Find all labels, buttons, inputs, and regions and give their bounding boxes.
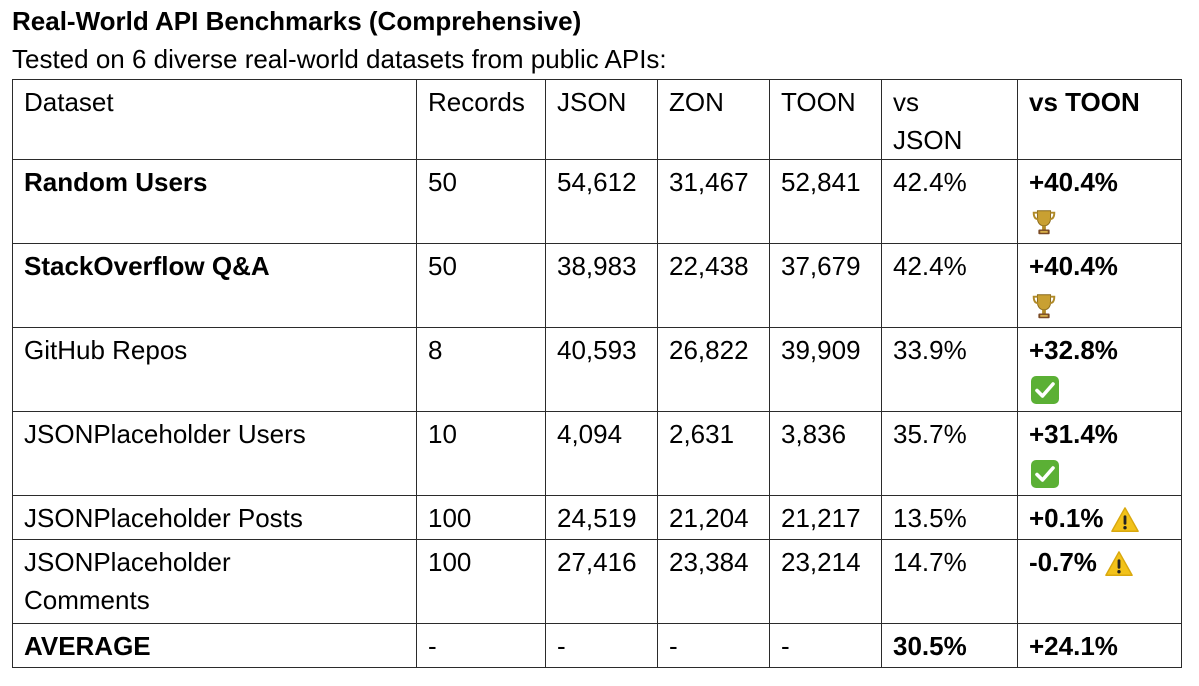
- cell-toon: 52,841: [770, 160, 882, 244]
- cell-zon: 2,631: [658, 412, 770, 496]
- cell-records: 10: [417, 412, 546, 496]
- check-mark-icon: [1029, 374, 1061, 406]
- header-zon: ZON: [658, 80, 770, 160]
- vs-toon-value: +32.8%: [1029, 335, 1118, 365]
- cell-json: 24,519: [546, 496, 658, 540]
- table-header-row: [13, 80, 1182, 160]
- cell-dataset: JSONPlaceholder Posts: [13, 496, 417, 540]
- cell-vs-toon: [1018, 540, 1182, 624]
- header-dataset: Dataset: [13, 80, 417, 160]
- cell-zon: 22,438: [658, 244, 770, 328]
- cell-records: -: [417, 624, 546, 668]
- cell-dataset: JSONPlaceholder Users: [13, 412, 417, 496]
- table-row: [13, 160, 1182, 244]
- cell-records: 50: [417, 160, 546, 244]
- table-row: [13, 496, 1182, 540]
- table-row: [13, 328, 1182, 412]
- cell-records: 8: [417, 328, 546, 412]
- cell-toon: 21,217: [770, 496, 882, 540]
- table-row: [13, 412, 1182, 496]
- benchmark-table: [12, 79, 1182, 668]
- cell-vs-json: 42.4%: [882, 160, 1018, 244]
- warning-icon: [1103, 549, 1135, 579]
- cell-toon: 23,214: [770, 540, 882, 624]
- header-vs-json-line1: vs: [893, 87, 919, 117]
- cell-records: 50: [417, 244, 546, 328]
- vs-toon-value: -0.7%: [1029, 547, 1097, 577]
- vs-toon-value: +31.4%: [1029, 419, 1118, 449]
- page-heading: Real-World API Benchmarks (Comprehensive): [12, 6, 582, 36]
- cell-zon: -: [658, 624, 770, 668]
- warning-icon: [1109, 505, 1141, 535]
- cell-toon: 37,679: [770, 244, 882, 328]
- trophy-icon: [1029, 206, 1059, 238]
- cell-records: 100: [417, 540, 546, 624]
- check-mark-icon: [1029, 458, 1061, 490]
- cell-zon: 26,822: [658, 328, 770, 412]
- header-toon: TOON: [770, 80, 882, 160]
- cell-vs-toon: [1018, 328, 1182, 412]
- cell-vs-json: 42.4%: [882, 244, 1018, 328]
- cell-vs-json: 35.7%: [882, 412, 1018, 496]
- cell-zon: 23,384: [658, 540, 770, 624]
- header-vs-json: [882, 80, 1018, 160]
- page-subtitle: Tested on 6 diverse real-world datasets from public APIs:: [12, 44, 667, 74]
- cell-dataset: GitHub Repos: [13, 328, 417, 412]
- header-vs-toon: vs TOON: [1018, 80, 1182, 160]
- trophy-icon: [1029, 290, 1059, 322]
- vs-toon-value: +40.4%: [1029, 251, 1118, 281]
- cell-json: 38,983: [546, 244, 658, 328]
- cell-dataset: StackOverflow Q&A: [13, 244, 417, 328]
- cell-vs-toon: [1018, 244, 1182, 328]
- cell-json: 27,416: [546, 540, 658, 624]
- cell-dataset: AVERAGE: [13, 624, 417, 668]
- vs-toon-value: +40.4%: [1029, 167, 1118, 197]
- cell-dataset: Random Users: [13, 160, 417, 244]
- table-row: [13, 244, 1182, 328]
- cell-dataset: JSONPlaceholder Comments: [13, 540, 417, 624]
- cell-vs-json: 14.7%: [882, 540, 1018, 624]
- cell-json: 54,612: [546, 160, 658, 244]
- table-average-row: [13, 624, 1182, 668]
- header-records: Records: [417, 80, 546, 160]
- cell-toon: -: [770, 624, 882, 668]
- cell-zon: 21,204: [658, 496, 770, 540]
- cell-vs-toon: [1018, 496, 1182, 540]
- header-json: JSON: [546, 80, 658, 160]
- table-row: [13, 540, 1182, 624]
- cell-vs-toon: +24.1%: [1018, 624, 1182, 668]
- cell-vs-toon: [1018, 160, 1182, 244]
- cell-toon: 39,909: [770, 328, 882, 412]
- cell-vs-json: 13.5%: [882, 496, 1018, 540]
- cell-vs-json: 33.9%: [882, 328, 1018, 412]
- cell-json: 40,593: [546, 328, 658, 412]
- cell-vs-json: 30.5%: [882, 624, 1018, 668]
- cell-toon: 3,836: [770, 412, 882, 496]
- cell-json: 4,094: [546, 412, 658, 496]
- cell-records: 100: [417, 496, 546, 540]
- cell-json: -: [546, 624, 658, 668]
- header-vs-json-line2: JSON: [893, 125, 963, 155]
- vs-toon-value: +0.1%: [1029, 503, 1104, 533]
- cell-vs-toon: [1018, 412, 1182, 496]
- cell-zon: 31,467: [658, 160, 770, 244]
